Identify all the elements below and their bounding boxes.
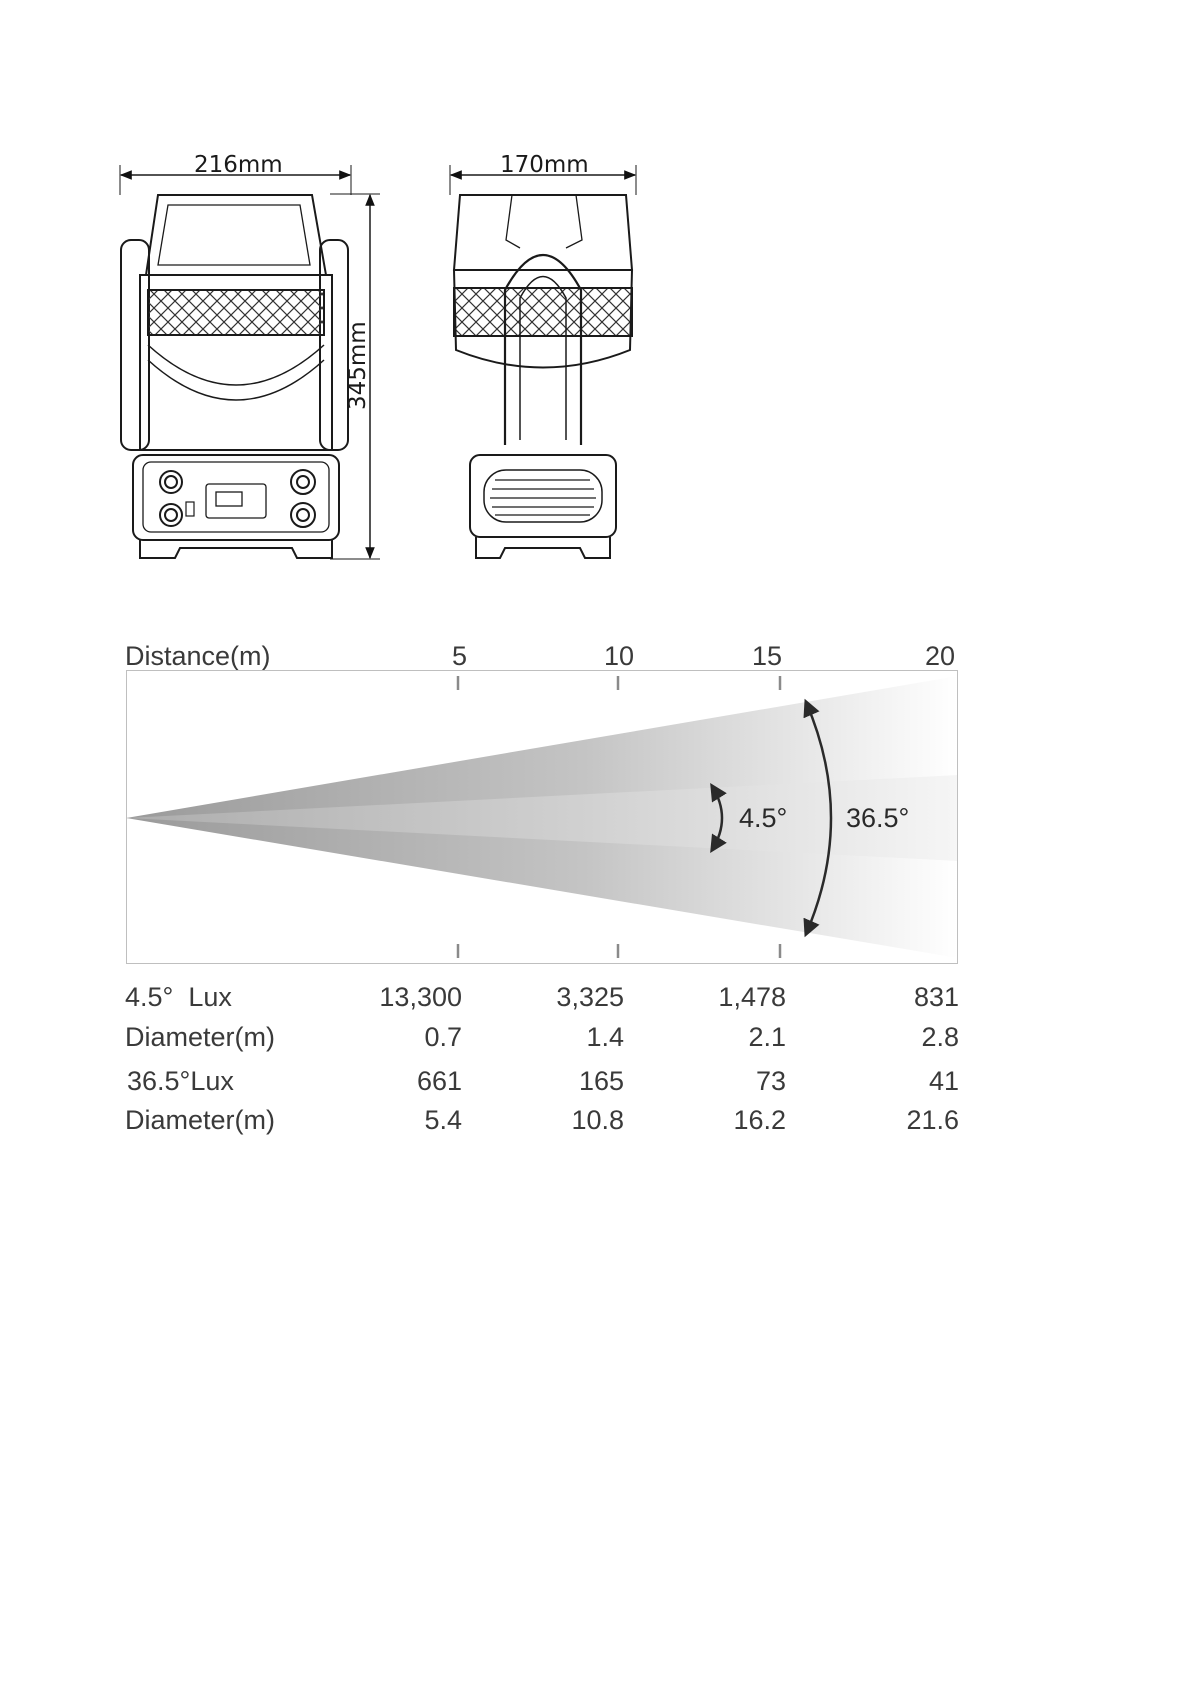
table-cell: 41	[928, 1066, 959, 1096]
table-cell: 21.6	[906, 1105, 959, 1135]
distance-15: 15	[752, 641, 783, 671]
distance-20: 20	[925, 641, 956, 671]
table-cell: 13,300	[379, 982, 462, 1012]
table-cell: 661	[416, 1066, 462, 1096]
table-cell: 73	[755, 1066, 786, 1096]
table-cell: 831	[913, 982, 959, 1012]
table-cell: 2.1	[748, 1022, 786, 1052]
table-cell: 0.7	[424, 1022, 462, 1052]
distance-10: 10	[604, 641, 635, 671]
narrow-angle-label: 4.5°	[739, 803, 788, 833]
table-cell: 3,325	[556, 982, 624, 1012]
row-label-wide-lux: 36.5°Lux	[127, 1066, 234, 1096]
distance-header: Distance(m)	[125, 641, 271, 671]
distance-5: 5	[452, 641, 468, 671]
product-dimension-drawings	[0, 0, 1191, 600]
side-width-label: 170mm	[500, 152, 589, 178]
row-label-narrow-lux: 4.5° Lux	[125, 982, 232, 1012]
table-cell: 10.8	[571, 1105, 624, 1135]
wide-angle-label: 36.5°	[846, 803, 910, 833]
table-cell: 1,478	[718, 982, 786, 1012]
row-label-wide-diameter: Diameter(m)	[125, 1105, 276, 1135]
table-cell: 2.8	[921, 1022, 959, 1052]
front-view-drawing	[120, 165, 380, 559]
table-cell: 16.2	[733, 1105, 786, 1135]
row-label-narrow-diameter: Diameter(m)	[125, 1022, 276, 1052]
table-cell: 1.4	[586, 1022, 624, 1052]
front-height-label: 345mm	[345, 321, 371, 410]
table-cell: 165	[578, 1066, 624, 1096]
side-view-drawing	[450, 165, 636, 558]
front-width-label: 216mm	[194, 152, 283, 178]
beam-angle-diagram	[126, 670, 958, 964]
table-cell: 5.4	[424, 1105, 462, 1135]
